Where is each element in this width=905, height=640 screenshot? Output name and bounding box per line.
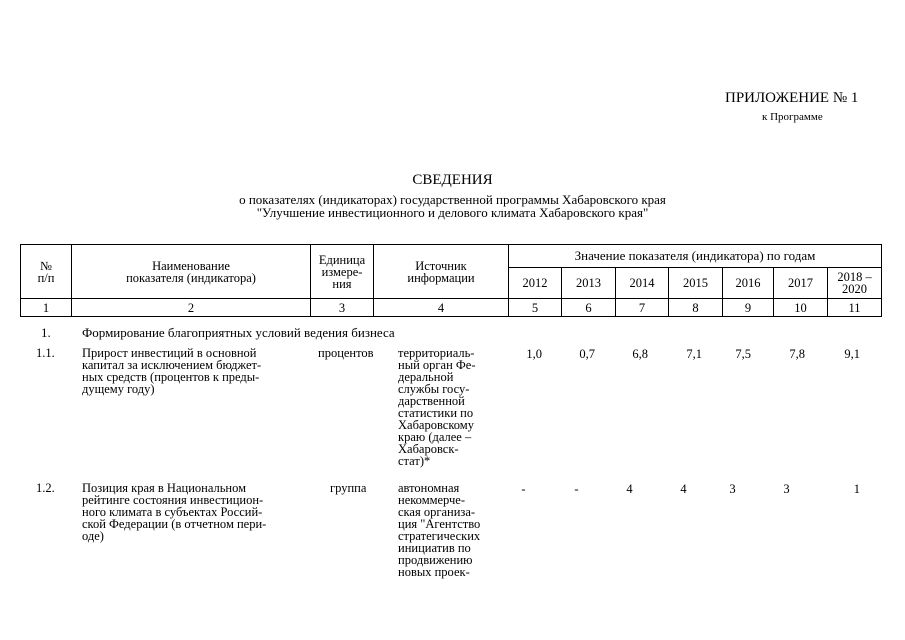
header-name: Наименование показателя (индикатора) (72, 245, 311, 299)
column-number: 3 (311, 299, 374, 317)
row-unit: процентов (318, 346, 374, 360)
column-number: 2 (72, 299, 311, 317)
row-value: 7,8 (789, 347, 805, 361)
column-number: 11 (828, 299, 882, 317)
indicators-table-header (20, 244, 882, 317)
column-number: 1 (21, 299, 72, 317)
row-unit: группа (330, 481, 367, 495)
header-year: 2012 (509, 268, 562, 299)
row-value: 6,8 (632, 347, 648, 361)
header-year: 2013 (562, 268, 616, 299)
row-number: 1.1. (36, 346, 55, 360)
row-indicator-name: Позиция края в Национальном рейтинге состояния инвестицион- ного климата в субъектах Россий- ской Федерации (в отчетном пери- оде) (82, 481, 267, 543)
row-source: территориаль- ный орган Фе- деральной службы госу- дарственной статистики по Хабаровскому краю (далее – Хабаровск- стат)* (398, 346, 476, 468)
document-title: СВЕДЕНИЯ (412, 172, 493, 188)
appendix-title: ПРИЛОЖЕНИЕ № 1 (725, 90, 859, 106)
header-values-group: Значение показателя (индикатора) по годам (509, 245, 882, 268)
row-value: - (574, 482, 579, 496)
row-value: 3 (729, 482, 736, 496)
appendix-subtitle: к Программе (762, 111, 823, 123)
row-value: - (521, 482, 526, 496)
row-indicator-name: Прирост инвестиций в основной капитал за исключением бюджет- ных средств (процентов к преды- дущему году) (82, 346, 262, 396)
row-value: 1 (853, 482, 860, 496)
header-year: 2015 (669, 268, 723, 299)
header-source: Источник информации (374, 245, 509, 299)
row-value: 4 (626, 482, 633, 496)
row-value: 0,7 (579, 347, 595, 361)
column-number: 7 (616, 299, 669, 317)
column-number: 10 (774, 299, 828, 317)
header-year: 2018 – 2020 (828, 268, 882, 299)
row-value: 7,5 (735, 347, 751, 361)
row-value: 7,1 (686, 347, 702, 361)
header-year: 2017 (774, 268, 828, 299)
section-title: Формирование благоприятных условий ведения бизнеса (82, 325, 395, 340)
section-number: 1. (41, 325, 51, 340)
row-value: 1,0 (526, 347, 542, 361)
document-subtitle-line1: о показателях (индикаторах) государственной программы Хабаровского края (239, 192, 666, 207)
column-number: 5 (509, 299, 562, 317)
column-number: 8 (669, 299, 723, 317)
header-num: № п/п (21, 245, 72, 299)
row-source: автономная некоммерче- ская организа- ция "Агентство стратегических инициатив по продвижению новых проек- (398, 481, 481, 579)
row-number: 1.2. (36, 481, 55, 495)
row-value: 4 (680, 482, 687, 496)
column-number: 9 (723, 299, 774, 317)
column-number: 6 (562, 299, 616, 317)
header-unit: Единица измере- ния (311, 245, 374, 299)
header-year: 2016 (723, 268, 774, 299)
column-number: 4 (374, 299, 509, 317)
header-year: 2014 (616, 268, 669, 299)
row-value: 9,1 (844, 347, 860, 361)
document-subtitle-line2: "Улучшение инвестиционного и делового климата Хабаровского края" (256, 205, 649, 220)
row-value: 3 (783, 482, 790, 496)
